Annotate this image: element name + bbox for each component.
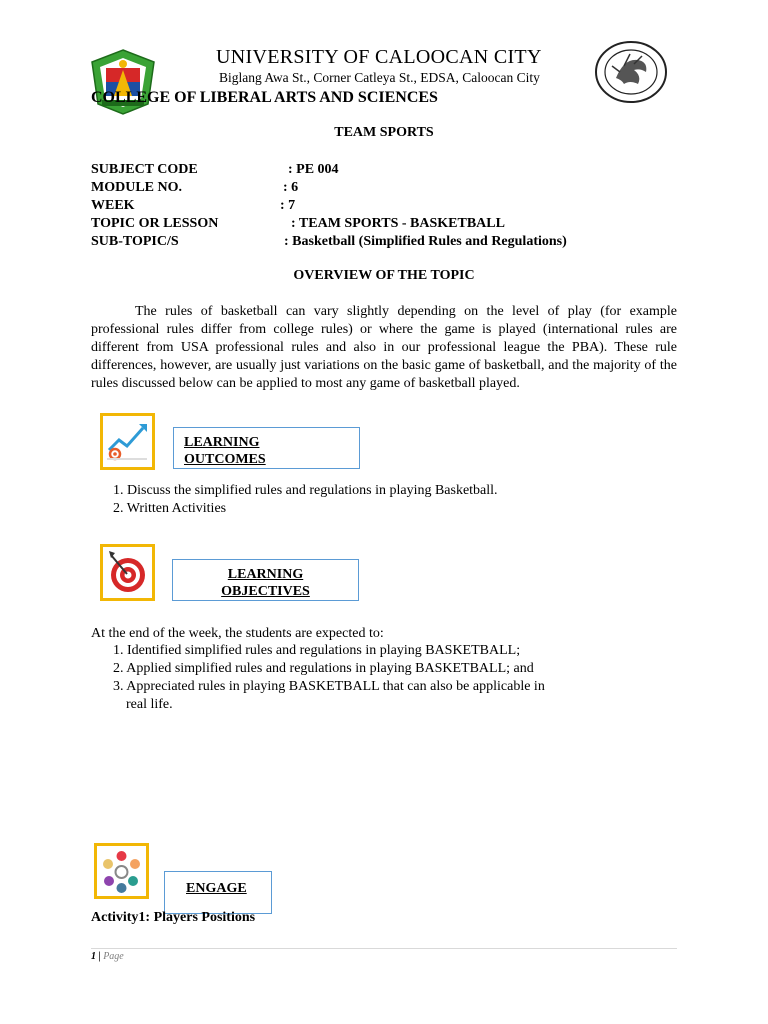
page-footer xyxy=(91,951,124,962)
objectives-icon-frame xyxy=(100,544,155,601)
engage-label: ENGAGE xyxy=(164,871,272,914)
objective-item-3-continued: real life. xyxy=(126,697,173,712)
objective-item-1: 1. Identified simplified rules and regulations in playing BASKETBALL; xyxy=(113,643,521,658)
outcomes-icon-frame xyxy=(100,413,155,470)
module-value: : 6 xyxy=(283,180,299,195)
outcome-item-2: 2. Written Activities xyxy=(113,501,227,516)
objective-item-2: 2. Applied simplified rules and regulations in playing BASKETBALL; and xyxy=(113,661,534,676)
learning-outcomes-label xyxy=(173,427,360,469)
module-label: MODULE NO. xyxy=(91,180,182,195)
learning-objectives-line2: OBJECTIVES xyxy=(221,584,310,599)
growth-chart-icon xyxy=(103,416,152,467)
footer-divider xyxy=(91,948,677,949)
university-address: Biglang Awa St., Corner Catleya St., EDSA, Caloocan City xyxy=(219,70,540,85)
target-icon xyxy=(103,547,152,598)
topic-value: : TEAM SPORTS - BASKETBALL xyxy=(291,216,505,231)
subject-code-value: : PE 004 xyxy=(288,162,339,177)
overview-heading: OVERVIEW OF THE TOPIC xyxy=(293,268,475,283)
learning-outcomes-line2: OUTCOMES xyxy=(184,452,266,467)
college-seal-logo xyxy=(594,40,668,104)
overview-paragraph: The rules of basketball can vary slightly depending on the level of play (for example professional rules differ from college rules) or where the game is played (international rules are different from USA professional rules and also in our professional league the PBA). These rule differences, however, are usually just variations on the basic game of basketball, and the majority of the rules discussed below can be applied to most any game of basketball played. xyxy=(91,304,677,391)
people-circle-icon xyxy=(97,846,146,896)
subject-code-label: SUBJECT CODE xyxy=(91,162,198,177)
university-name: UNIVERSITY OF CALOOCAN CITY xyxy=(216,46,542,68)
subtopic-label: SUB-TOPIC/S xyxy=(91,234,179,249)
page-number: 1 | xyxy=(91,951,101,962)
learning-outcomes-line1: LEARNING xyxy=(184,435,260,450)
week-label: WEEK xyxy=(91,198,135,213)
learning-objectives-label xyxy=(172,559,359,601)
learning-objectives-line1: LEARNING xyxy=(227,567,304,582)
college-name: COLLEGE OF LIBERAL ARTS AND SCIENCES xyxy=(91,89,438,106)
outcome-item-1: 1. Discuss the simplified rules and regulations in playing Basketball. xyxy=(113,483,498,498)
page-word: Page xyxy=(103,951,124,962)
activity-title: Activity1: Players Positions xyxy=(91,910,256,925)
objective-item-3: 3. Appreciated rules in playing BASKETBALL that can also be applicable in xyxy=(113,679,545,694)
objectives-intro: At the end of the week, the students are expected to: xyxy=(91,626,384,641)
subtopic-value: : Basketball (Simplified Rules and Regulations) xyxy=(284,234,567,249)
engage-icon-frame xyxy=(94,843,149,899)
document-title: TEAM SPORTS xyxy=(334,125,434,140)
topic-label: TOPIC OR LESSON xyxy=(91,216,219,231)
week-value: : 7 xyxy=(280,198,296,213)
